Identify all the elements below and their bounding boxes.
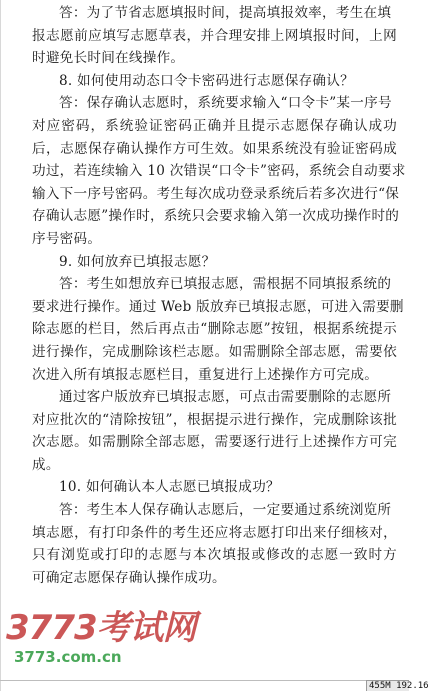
text-line: 对应密码，系统验证密码正确并且提示志愿保存确认成功: [32, 117, 397, 134]
bottom-divider: [0, 680, 366, 681]
text-line: 时避免长时间在线操作。: [32, 50, 185, 67]
text-line: 序号密码。: [32, 230, 102, 247]
text-line: 后，志愿保存确认操作方可生效。如果系统没有验证密码成: [32, 140, 397, 157]
text-line: 只有浏览或打印的志愿与本次填报或修改的志愿一致时方: [32, 547, 397, 564]
text-line: 答：保存确认志愿时，系统要求输入“口令卡”某一序号: [59, 95, 392, 112]
text-line: 输入下一序号密码。考生每次成功登录系统后若多次进行“保: [32, 185, 400, 202]
text-line: 可确定志愿保存确认操作成功。: [32, 569, 226, 586]
document-text: [32, 2, 406, 589]
page-left-border: [0, 0, 1, 691]
text-line: 次进入所有填报志愿栏目，重复进行上述操作方可完成。: [32, 366, 379, 383]
text-line: 次志愿。如需删除全部志愿，需要逐行进行上述操作方可完: [32, 434, 397, 451]
text-line: 填志愿，有打印条件的考生还应将志愿打印出来仔细核对，: [32, 524, 397, 541]
status-bar: [366, 680, 429, 691]
text-line: 进行操作，完成删除该栏志愿。如需删除全部志愿，需要依: [32, 343, 397, 360]
text-line: 答：考生本人保存确认志愿后，一定要通过系统浏览所: [59, 502, 392, 519]
text-line: 要求进行操作。通过 Web 版放弃已填报志愿，可进入需要删: [32, 298, 404, 315]
status-memory-text: 455M 192.16: [369, 681, 429, 691]
text-line: 答：考生如想放弃已填报志愿，需根据不同填报系统的: [59, 276, 392, 293]
text-line: 通过客户版放弃已填报志愿，可点击需要删除的志愿所: [59, 389, 392, 406]
text-line: 成。: [32, 456, 60, 473]
watermark-url: 3773.com.cn: [14, 648, 122, 666]
question-heading: 9. 如何放弃已填报志愿？: [59, 253, 216, 270]
question-heading: 8. 如何使用动态口令卡密码进行志愿保存确认？: [59, 72, 354, 89]
watermark-logo-text: 3773考试网: [6, 608, 196, 648]
text-line: 功过，若连续输入 10 次错误“口令卡”密码，系统会自动要求: [32, 163, 406, 180]
text-line: 答：为了节省志愿填报时间，提高填报效率，考生在填: [59, 5, 392, 21]
text-line: 除志愿的栏目，然后再点击“删除志愿”按钮，根据系统提示: [32, 321, 397, 338]
site-watermark: [0, 600, 196, 678]
text-line: 报志愿前应填写志愿草表，并合理安排上网填报时间，上网: [32, 27, 397, 44]
question-heading: 10. 如何确认本人志愿已填报成功？: [59, 479, 280, 496]
text-line: 对应批次的“清除按钮”，根据提示进行操作，完成删除该批: [32, 411, 397, 428]
text-line: 存确认志愿”操作时，系统只会要求输入第一次成功操作时的: [32, 208, 400, 225]
